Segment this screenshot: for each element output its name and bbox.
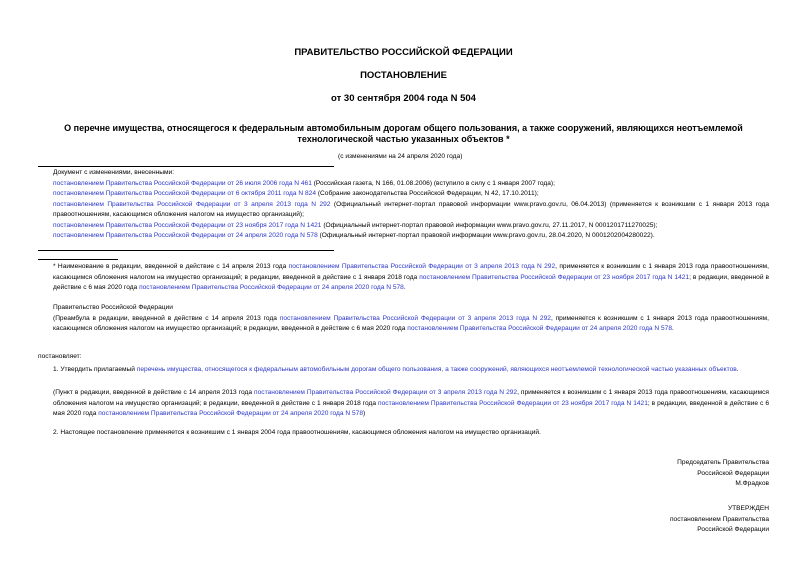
footnote-link[interactable]: постановлением Правительства Российской Федерации от 3 апреля 2013 года N 292 bbox=[288, 263, 556, 270]
document-date-number: от 30 сентября 2004 года N 504 bbox=[331, 93, 476, 104]
note-link[interactable]: постановлением Правительства Российской Федерации от 24 апреля 2020 года N 578 bbox=[98, 410, 363, 417]
change-link[interactable]: постановлением Правительства Российской Федерации от 3 апреля 2013 года N 292 bbox=[53, 200, 331, 208]
divider-top bbox=[38, 166, 334, 167]
note-link[interactable]: постановлением Правительства Российской Федерации от 3 апреля 2013 года N 292 bbox=[254, 389, 518, 396]
signature-org: Российской Федерации bbox=[697, 469, 769, 477]
approval-title: УТВЕРЖДЕН bbox=[727, 505, 769, 512]
change-item: постановлением Правительства Российской Федерации от 24 апреля 2020 года N 578 (Официальный интернет-портал правовой информации www.pravo.gov.ru, 28.04.2020, N 0001202004280022). bbox=[53, 232, 655, 239]
approval-line-3: Российской Федерации bbox=[697, 526, 769, 533]
list-link[interactable]: перечень имущества, относящегося к федеральным автомобильным дорогам общего пользования, а также сооружений, являющихся неотъемлемой технологической частью указанных объектов bbox=[136, 366, 737, 373]
footnote-divider bbox=[38, 259, 118, 260]
change-item: постановлением Правительства Российской Федерации от 6 октября 2011 года N 824 (Собрание законодательства Российской Федерации, N 42, 17.10.2011); bbox=[53, 190, 539, 197]
item-2: 2. Настоящее постановление применяется к возникшим с 1 января 2004 года правоотношениям, касающимся обложения налогом на имущество организаций. bbox=[53, 429, 541, 436]
divider-bottom bbox=[38, 250, 334, 251]
approval-line-2: постановлением Правительства bbox=[669, 515, 769, 523]
preamble: Правительство Российской Федерации (Преамбула в редакции, введенной в действие с 14 апреля 2013 года постановлением Правительства Российской Федерации от 3 апреля 2013 года N 292, применяется к возникшим с 1 января 2013 года правоотношениям, касающимся обложения налогом на имущество организаций; в редакции, введенной в действие с 6 мая 2020 года постановлением Правительства Российской Федерации от 24 апреля 2020 года N 578. bbox=[38, 303, 769, 335]
item-1: 1. Утвердить прилагаемый перечень имущества, относящегося к федеральным автомобильным дорогам общего пользования, а также сооружений, являющихся неотъемлемой технологической частью указанных объектов. bbox=[53, 366, 739, 373]
changes-intro: Документ с изменениями, внесенными: bbox=[53, 169, 175, 176]
change-link[interactable]: постановлением Правительства Российской Федерации от 24 апреля 2020 года N 578 bbox=[53, 232, 318, 239]
change-link[interactable]: постановлением Правительства Российской Федерации от 26 июля 2006 года N 461 bbox=[53, 179, 312, 187]
changes-list bbox=[38, 168, 769, 242]
item-1-note: (Пункт в редакции, введенной в действие с 14 апреля 2013 года постановлением Правительства Российской Федерации от 3 апреля 2013 года N 292, применяется к возникшим с 1 января 2013 года правоотношениям, касающимся обложения налогом на имущество организаций; в редакции, введенной в действие с 1 января 2018 года постановлением Правительства Российской Федерации от 23 ноября 2017 года N 1421; в редакции, введенной в действие с 6 мая 2020 года постановлением Правительства Российской Федерации от 24 апреля 2020 года N 578) bbox=[53, 389, 769, 417]
change-item: постановлением Правительства Российской Федерации от 3 апреля 2013 года N 292 (Официальный интернет-портал правовой информации www.pravo.gov.ru, 06.04.2013) (применяется к возникшим с 1 января 2013 года правоотношениям, касающимся обложения налогом на имущество организаций); bbox=[53, 200, 770, 218]
note-link[interactable]: постановлением Правительства Российской Федерации от 23 ноября 2017 года N 1421 bbox=[378, 399, 648, 407]
footnote-link[interactable]: постановлением Правительства Российской Федерации от 23 ноября 2017 года N 1421 bbox=[419, 273, 690, 281]
government-heading: ПРАВИТЕЛЬСТВО РОССИЙСКОЙ ФЕДЕРАЦИИ bbox=[294, 47, 513, 58]
decree-word: постановляет: bbox=[38, 353, 82, 360]
signature-position: Председатель Правительства bbox=[677, 459, 769, 466]
edition-note: (с изменениями на 24 апреля 2020 года) bbox=[338, 153, 463, 160]
preamble-link[interactable]: постановлением Правительства Российской Федерации от 24 апреля 2020 года N 578 bbox=[407, 325, 673, 332]
signature-block bbox=[677, 458, 769, 490]
footnote: * Наименование в редакции, введенной в действие с 14 апреля 2013 года постановлением Правительства Российской Федерации от 3 апреля 2013 года N 292, применяется к возникшим с 1 января 2013 года правоотношениям, касающимся обложения налогом на имущество организаций; в редакции, введенной в действие с 1 января 2018 года постановлением Правительства Российской Федерации от 23 ноября 2017 года N 1421; в редакции, введенной в действие с 6 мая 2020 года постановлением Правительства Российской Федерации от 24 апреля 2020 года N 578. bbox=[53, 263, 770, 291]
change-item: постановлением Правительства Российской Федерации от 23 ноября 2017 года N 1421 (Официальный интернет-портал правовой информации www.pravo.gov.ru, 27.11.2017, N 0001201711270025); bbox=[53, 221, 658, 229]
preamble-link[interactable]: постановлением Правительства Российской Федерации от 3 апреля 2013 года N 292 bbox=[279, 314, 551, 322]
signature-name: М.Фрадков bbox=[735, 480, 769, 487]
change-item: постановлением Правительства Российской Федерации от 26 июля 2006 года N 461 (Российская газета, N 166, 01.08.2006) (вступило в силу с 1 января 2007 года); bbox=[53, 179, 555, 187]
document-type: ПОСТАНОВЛЕНИЕ bbox=[360, 70, 447, 81]
preamble-subject: Правительство Российской Федерации bbox=[53, 304, 173, 311]
document-title: О перечне имущества, относящегося к федеральным автомобильным дорогам общего пользования, а также сооружений, являющихся неотъемлемой технологической частью указанных объектов * bbox=[64, 123, 743, 144]
change-link[interactable]: постановлением Правительства Российской Федерации от 23 ноября 2017 года N 1421 bbox=[53, 221, 322, 229]
approval-block bbox=[670, 504, 769, 536]
change-link[interactable]: постановлением Правительства Российской Федерации от 6 октября 2011 года N 824 bbox=[53, 190, 316, 197]
footnote-link[interactable]: постановлением Правительства Российской Федерации от 24 апреля 2020 года N 578 bbox=[139, 284, 404, 291]
